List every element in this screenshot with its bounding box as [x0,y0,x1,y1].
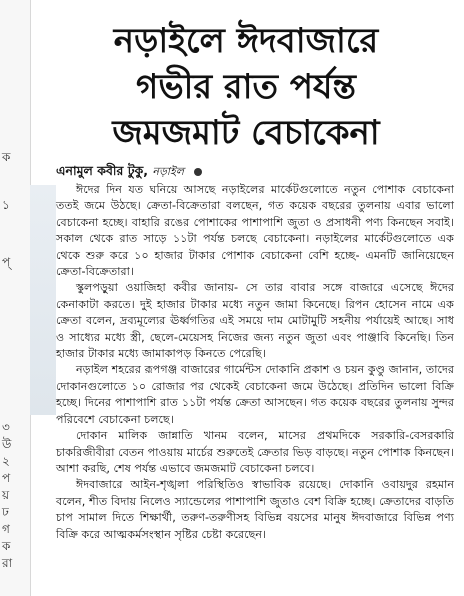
left-fragment-text: গ [2,522,10,536]
byline [56,163,202,183]
article-body [56,182,454,543]
headline-line: নড়াইলে ঈদবাজারে [113,21,379,61]
byline-bullet-icon [194,168,202,176]
left-fragment-text: প [2,471,11,485]
left-fragment-text: য় [2,488,10,502]
adjacent-column-fragment [0,0,31,596]
left-fragment-text: ২ [2,454,10,468]
left-fragment-text: প্ [2,255,11,269]
left-fragment-text: ক [2,150,11,164]
headline-line: জমজমাট বেচাকেনা [112,113,380,153]
dateline-place: নড়াইল [152,165,184,178]
article-paragraph: স্কুলপড়ুয়া ওয়াজিহা কবীর জানায়- সে তার বাবার সঙ্গে বাজারে এসেছে ঈদের কেনাকাটা করতে। দুই হাজার টাকার মধ্যে নতুন জামা কিনেছে। রিপন হোসেন নামে এক ক্রেতা বলেন, দ্রব্যমূল্যের ঊর্ধ্বগতির এই সময়ে দাম মোটামুটি সহনীয় পর্যায়েই আছে। সাধ ও সাধ্যের মধ্যে স্ত্রী, ছেলে-মেয়েসহ নিজের জন্য নতুন জুতা এবং পাঞ্জাবি কিনেছি। তিন হাজার টাকার মধ্যে জামাকাপড় কিনতে পেরেছি। [56,281,454,361]
headline-line: গভীর রাত পর্যন্ত [136,67,356,107]
left-fragment-text: ক [2,539,11,553]
article-paragraph: ঈদের দিন যত ঘনিয়ে আসছে নড়াইলের মার্কেটগুলোতে নতুন পোশাক বেচাকেনা ততই জমে উঠছে। ক্রেতা-বিক্রেতারা বলছেন, গত কয়েক বছরের তুলনায় এবার ভালো বেচাকেনা হচ্ছে। বাহারি রঙের পোশাকের পাশাপাশি জুতা ও প্রসাধনী পণ্য কিনছেন সবাই। সকাল থেকে রাত সাড়ে ১১টা পর্যন্ত চলছে বেচাকেনা। নড়াইলের মার্কেটগুলোতে এক থেকে শুরু করে ১০ হাজার টাকার পোশাক বেচাকেনা বেশি হচ্ছে- এমনটি জানিয়েছেন ক্রেতা-বিক্রেতারা। [56,183,454,279]
faded-photo-edge [30,185,56,415]
reporter-name: এনামুল কবীর টুকু, [56,163,149,178]
article-paragraph: দোকান মালিক জান্নাতি খানম বলেন, মাসের প্রথমদিকে সরকারি-বেসরকারি চাকরিজীবীরা বেতন পাওয়ায় মার্চের শুরুতেই ক্রেতার ভিড় বাড়ছে। নতুন পোশাক কিনছেন। আশা করছি, শেষ পর্যন্ত এভাবে জমজমাট বেচাকেনা চলবে। [56,429,454,475]
article-paragraph: নড়াইল শহরের রূপগঞ্জ বাজারের গার্মেন্টস দোকানি প্রকাশ ও চয়ন কুণ্ডু জানান, তাদের দোকানগুলোতে ১০ রোজার পর থেকেই বেচাকেনা জমে উঠেছে। প্রতিদিন ভালো বিক্রি হচ্ছে। দিনের পাশাপাশি রাত ১১টা পর্যন্ত ক্রেতা আসছেন। গত কয়েক বছরের তুলনায় সুন্দর পরিবেশে বেচাকেনা চলছে। [56,363,454,426]
left-fragment-text: উ [2,437,12,451]
left-fragment-text: রা [2,556,13,570]
left-fragment-text: ঢ [2,505,9,519]
article-paragraph: ঈদবাজারে আইন-শৃঙ্খলা পরিস্থিতিও স্বাভাবিক রয়েছে। দোকানি ওবায়দুর রহমান বলেন, শীত বিদায় নিলেও স্যান্ডেলের পাশাপাশি জুতাও বেশ বিক্রি হচ্ছে। ক্রেতাদের বাড়তি চাপ সামাল দিতে শিক্ষার্থী, তরুণ-তরুণীসহ বিভিন্ন বয়সের মানুষ ঈদবাজারে বিভিন্ন পণ্য বিক্রি করে আত্মকর্মসংস্থান সৃষ্টির চেষ্টা করেছেন। [56,478,454,541]
left-fragment-text: ৩ [2,420,10,434]
left-fragment-text: ১ [2,198,10,212]
headline [36,18,456,156]
